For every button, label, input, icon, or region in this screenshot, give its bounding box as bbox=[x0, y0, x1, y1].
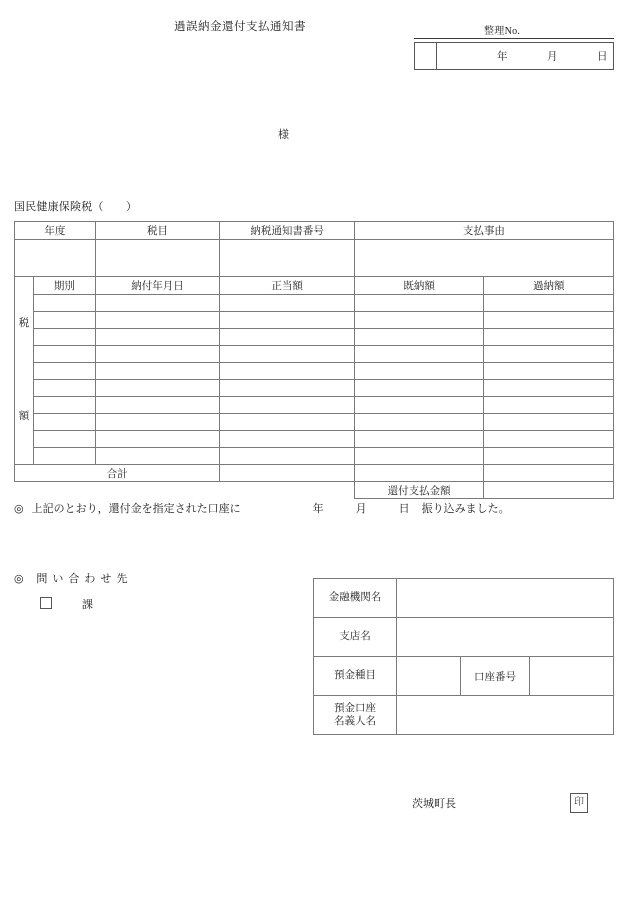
cell-paid-amount[interactable] bbox=[354, 380, 484, 397]
bullet-icon: ◎ bbox=[14, 573, 29, 585]
table-refund-row bbox=[15, 482, 614, 499]
cell-payment-date[interactable] bbox=[95, 397, 220, 414]
bank-institution-label: 金融機関名 bbox=[314, 579, 397, 618]
cell-paid-amount[interactable] bbox=[354, 346, 484, 363]
statement-text-after: 振り込みました。 bbox=[421, 503, 510, 515]
cell-period[interactable] bbox=[33, 346, 95, 363]
total-label: 合計 bbox=[15, 465, 220, 482]
col-header-tax-item: 税目 bbox=[95, 222, 220, 240]
cell-paid-amount[interactable] bbox=[354, 312, 484, 329]
issuer-name: 茨城町長 bbox=[412, 798, 456, 810]
statement-year-label: 年 bbox=[312, 503, 324, 515]
inquiry-block bbox=[14, 570, 132, 612]
statement-month-label: 月 bbox=[355, 503, 367, 515]
col-header-paid-amount: 既納額 bbox=[354, 277, 484, 295]
cell-notice-number-value[interactable] bbox=[220, 240, 355, 277]
cell-period[interactable] bbox=[33, 295, 95, 312]
refund-row-spacer bbox=[15, 482, 355, 499]
bullet-icon: ◎ bbox=[14, 503, 24, 515]
bank-row-account-holder bbox=[314, 696, 614, 735]
statement-day-label: 日 bbox=[398, 503, 410, 515]
cell-payment-date[interactable] bbox=[95, 363, 220, 380]
cell-payment-date[interactable] bbox=[95, 295, 220, 312]
account-type-label: 預金種目 bbox=[314, 657, 397, 696]
control-number-block bbox=[414, 22, 614, 70]
cell-overpaid-amount[interactable] bbox=[484, 363, 614, 380]
account-number-label: 口座番号 bbox=[461, 657, 530, 696]
cell-payment-date[interactable] bbox=[95, 414, 220, 431]
cell-payment-date[interactable] bbox=[95, 312, 220, 329]
cell-payment-date[interactable] bbox=[95, 431, 220, 448]
account-holder-value[interactable] bbox=[397, 696, 614, 735]
tax-type-label: 国民健康保険税（ ） bbox=[14, 201, 138, 213]
cell-paid-amount[interactable] bbox=[354, 329, 484, 346]
cell-proper-amount[interactable] bbox=[220, 397, 355, 414]
table-row bbox=[15, 295, 614, 312]
cell-overpaid-amount[interactable] bbox=[484, 346, 614, 363]
account-holder-label-line1: 預金口座 bbox=[334, 702, 376, 714]
cell-proper-amount[interactable] bbox=[220, 295, 355, 312]
bank-branch-label: 支店名 bbox=[314, 618, 397, 657]
addressee-honorific: 様 bbox=[278, 129, 289, 141]
col-header-notice-number: 納税通知書番号 bbox=[220, 222, 355, 240]
issue-date-box bbox=[414, 42, 614, 70]
cell-overpaid-amount[interactable] bbox=[484, 312, 614, 329]
cell-paid-amount[interactable] bbox=[354, 295, 484, 312]
cell-payment-reason-value[interactable] bbox=[354, 240, 613, 277]
cell-period[interactable] bbox=[33, 431, 95, 448]
account-holder-label-line2: 名義人名 bbox=[334, 716, 376, 727]
issue-date-day-label: 日 bbox=[597, 51, 608, 63]
seal-icon: 印 bbox=[570, 793, 588, 813]
vertical-label-char-2: 額 bbox=[18, 411, 30, 422]
table-row bbox=[15, 380, 614, 397]
issue-date-fields bbox=[437, 43, 613, 69]
issue-date-year-label: 年 bbox=[497, 51, 508, 63]
table-header-row-2 bbox=[15, 277, 614, 295]
table-row bbox=[15, 329, 614, 346]
col-header-proper-amount: 正当額 bbox=[220, 277, 355, 295]
account-type-value[interactable] bbox=[397, 657, 461, 696]
cell-period[interactable] bbox=[33, 329, 95, 346]
transfer-statement bbox=[14, 500, 510, 516]
cell-proper-amount[interactable] bbox=[220, 346, 355, 363]
cell-payment-date[interactable] bbox=[95, 448, 220, 465]
cell-payment-date[interactable] bbox=[95, 329, 220, 346]
table-row bbox=[15, 431, 614, 448]
account-holder-label bbox=[314, 696, 397, 735]
refund-label: 還付支払金額 bbox=[354, 482, 484, 499]
cell-payment-date[interactable] bbox=[95, 346, 220, 363]
bank-row-institution bbox=[314, 579, 614, 618]
cell-proper-amount[interactable] bbox=[220, 312, 355, 329]
col-header-year: 年度 bbox=[15, 222, 96, 240]
inquiry-department bbox=[40, 596, 132, 612]
cell-paid-amount[interactable] bbox=[354, 397, 484, 414]
col-header-overpaid-amount: 過納額 bbox=[484, 277, 614, 295]
document-title-text: 過誤納金還付支払通知書 bbox=[174, 21, 306, 33]
cell-proper-amount[interactable] bbox=[220, 448, 355, 465]
col-header-payment-date: 納付年月日 bbox=[95, 277, 220, 295]
refund-value[interactable] bbox=[484, 482, 614, 499]
bank-row-account-type bbox=[314, 657, 614, 696]
table-row bbox=[15, 414, 614, 431]
cell-proper-amount[interactable] bbox=[220, 329, 355, 346]
col-header-period: 期別 bbox=[33, 277, 95, 295]
cell-overpaid-amount[interactable] bbox=[484, 397, 614, 414]
cell-paid-amount[interactable] bbox=[354, 414, 484, 431]
table-entry-row bbox=[15, 240, 614, 277]
cell-year-value[interactable] bbox=[15, 240, 96, 277]
inquiry-heading bbox=[14, 570, 132, 586]
statement-text-before: 上記のとおり，還付金を指定された口座に bbox=[31, 503, 241, 515]
bank-account-table bbox=[313, 578, 614, 735]
cell-paid-amount[interactable] bbox=[354, 431, 484, 448]
cell-paid-amount[interactable] bbox=[354, 363, 484, 380]
issue-date-month-label: 月 bbox=[547, 51, 558, 63]
cell-period[interactable] bbox=[33, 397, 95, 414]
inquiry-department-suffix: 課 bbox=[82, 599, 98, 611]
control-number-label: 整理No. bbox=[414, 22, 614, 39]
cell-overpaid-amount[interactable] bbox=[484, 448, 614, 465]
table-header-row-1 bbox=[15, 222, 614, 240]
checkbox-icon[interactable] bbox=[40, 597, 52, 609]
table-row bbox=[15, 363, 614, 380]
cell-tax-item-value[interactable] bbox=[95, 240, 220, 277]
issue-date-prefix-cell bbox=[415, 43, 437, 69]
cell-period[interactable] bbox=[33, 448, 95, 465]
inquiry-label: 問い合わせ先 bbox=[36, 573, 133, 585]
cell-overpaid-amount[interactable] bbox=[484, 414, 614, 431]
cell-period[interactable] bbox=[33, 312, 95, 329]
table-total-row bbox=[15, 465, 614, 482]
cell-overpaid-amount[interactable] bbox=[484, 295, 614, 312]
table-row bbox=[15, 448, 614, 465]
cell-proper-amount[interactable] bbox=[220, 380, 355, 397]
cell-period[interactable] bbox=[33, 414, 95, 431]
total-overpaid-amount[interactable] bbox=[484, 465, 614, 482]
total-proper-amount[interactable] bbox=[220, 465, 355, 482]
bank-institution-value[interactable] bbox=[397, 579, 614, 618]
cell-paid-amount[interactable] bbox=[354, 448, 484, 465]
bank-branch-value[interactable] bbox=[397, 618, 614, 657]
bank-row-branch bbox=[314, 618, 614, 657]
table-row bbox=[15, 346, 614, 363]
total-paid-amount[interactable] bbox=[354, 465, 484, 482]
cell-proper-amount[interactable] bbox=[220, 363, 355, 380]
account-number-value[interactable] bbox=[530, 657, 614, 696]
tax-detail-table bbox=[14, 221, 614, 499]
col-header-payment-reason: 支払事由 bbox=[354, 222, 613, 240]
cell-proper-amount[interactable] bbox=[220, 414, 355, 431]
vertical-label-tax-amount bbox=[15, 277, 34, 465]
table-row bbox=[15, 397, 614, 414]
cell-period[interactable] bbox=[33, 363, 95, 380]
table-row bbox=[15, 312, 614, 329]
cell-proper-amount[interactable] bbox=[220, 431, 355, 448]
cell-overpaid-amount[interactable] bbox=[484, 329, 614, 346]
vertical-label-char-1: 税 bbox=[18, 317, 30, 329]
cell-overpaid-amount[interactable] bbox=[484, 431, 614, 448]
cell-period[interactable] bbox=[33, 380, 95, 397]
cell-overpaid-amount[interactable] bbox=[484, 380, 614, 397]
cell-payment-date[interactable] bbox=[95, 380, 220, 397]
